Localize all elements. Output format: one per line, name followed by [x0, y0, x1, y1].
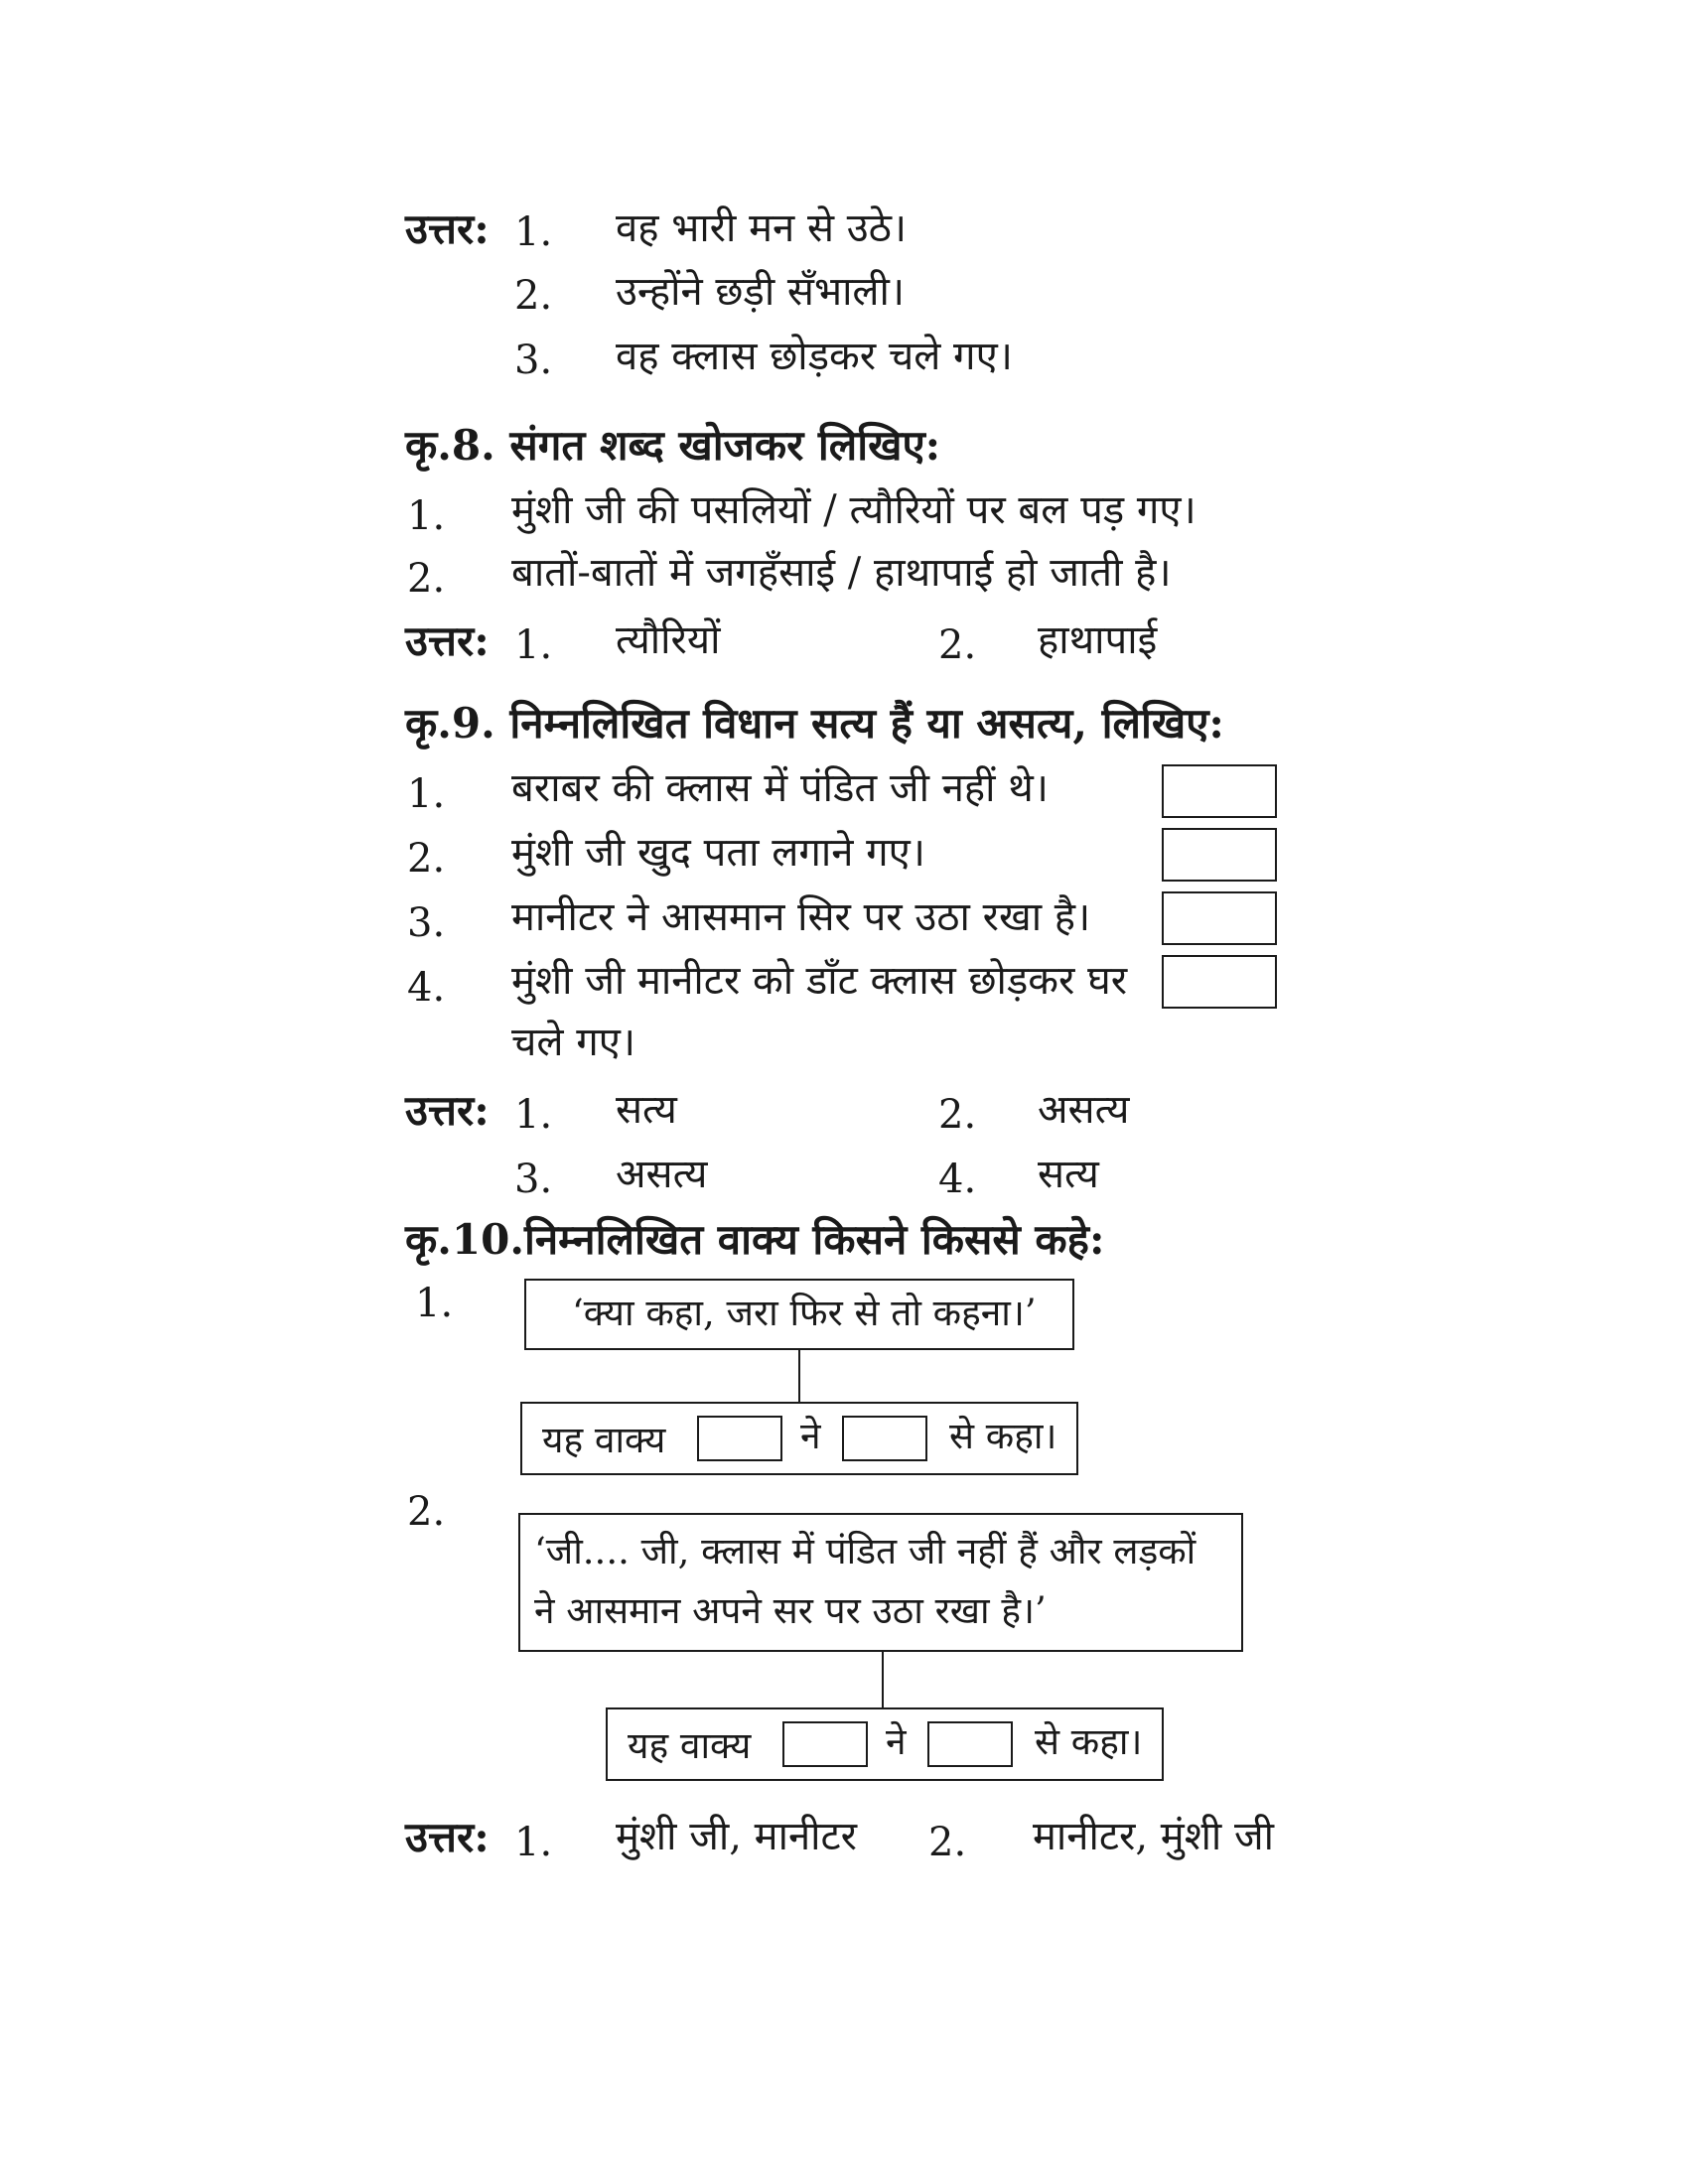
- answer-number: 1.: [514, 622, 553, 668]
- q8-heading: कृ.8. संगत शब्द खोजकर लिखिए:: [405, 421, 941, 470]
- answer-number: 1.: [514, 1092, 553, 1138]
- answer-text: असत्य: [616, 1152, 708, 1197]
- fill-label: से कहा।: [1035, 1720, 1143, 1763]
- answer-text: सत्य: [616, 1087, 677, 1133]
- q9-item-text: मुंशी जी खुद पता लगाने गए।: [511, 830, 925, 876]
- q9-item-text: मानीटर ने आसमान सिर पर उठा रखा है।: [511, 894, 1091, 940]
- answer-number: 1.: [514, 1820, 553, 1865]
- speaker-blank[interactable]: [697, 1416, 782, 1461]
- q9-item-text-continued: चले गए।: [511, 1020, 636, 1065]
- fill-label: ने: [886, 1720, 907, 1763]
- item-number: 1.: [407, 493, 446, 539]
- q8-item-text: मुंशी जी की पसलियों / त्यौरियों पर बल पड़ गए।: [511, 487, 1196, 533]
- answer-label: उत्तर:: [405, 616, 490, 665]
- quote-text: ने आसमान अपने सर पर उठा रखा है।’: [534, 1589, 1047, 1632]
- fill-label: यह वाक्य: [542, 1419, 666, 1461]
- quote-box: [524, 1279, 1074, 1350]
- item-number: 3.: [407, 900, 446, 946]
- q9-heading: कृ.9. निम्नलिखित विधान सत्य हैं या असत्य, लिखिए:: [405, 699, 1224, 748]
- answer-label: उत्तर:: [405, 1813, 490, 1861]
- quote-text: ‘क्या कहा, जरा फिर से तो कहना।’: [572, 1292, 1037, 1334]
- speaker-blank[interactable]: [782, 1721, 868, 1767]
- answer-number: 3.: [514, 1157, 553, 1202]
- answer-text: उन्होंने छड़ी सँभाली।: [616, 269, 906, 315]
- answer-number: 1.: [514, 209, 553, 255]
- answer-number: 2.: [514, 273, 553, 319]
- true-false-answer-box[interactable]: [1162, 955, 1277, 1009]
- item-number: 2.: [407, 556, 446, 602]
- item-number: 4.: [407, 965, 446, 1011]
- fill-label: यह वाक्य: [628, 1724, 752, 1767]
- true-false-answer-box[interactable]: [1162, 891, 1277, 945]
- item-number: 2.: [407, 1489, 446, 1535]
- answer-number: 4.: [938, 1157, 977, 1202]
- true-false-answer-box[interactable]: [1162, 828, 1277, 882]
- item-number: 2.: [407, 836, 446, 882]
- connector-line: [798, 1350, 800, 1402]
- item-number: 1.: [415, 1281, 454, 1326]
- listener-blank[interactable]: [927, 1721, 1013, 1767]
- answer-text: असत्य: [1038, 1087, 1130, 1133]
- q10-heading: कृ.10.निम्नलिखित वाक्य किसने किससे कहे:: [405, 1215, 1105, 1264]
- connector-line: [882, 1652, 884, 1709]
- answer-number: 3.: [514, 338, 553, 383]
- answer-number: 2.: [938, 1092, 977, 1138]
- answer-text: वह भारी मन से उठे।: [616, 205, 908, 251]
- answer-text: त्यौरियों: [616, 617, 721, 663]
- item-number: 1.: [407, 771, 446, 817]
- answer-label: उत्तर:: [405, 205, 490, 253]
- answer-number: 2.: [938, 622, 977, 668]
- answer-text: हाथापाई: [1038, 617, 1158, 663]
- fill-label: से कहा।: [949, 1415, 1057, 1457]
- true-false-answer-box[interactable]: [1162, 764, 1277, 818]
- answer-text: मानीटर, मुंशी जी: [1033, 1814, 1275, 1859]
- q9-item-text: मुंशी जी मानीटर को डाँट क्लास छोड़कर घर: [511, 958, 1128, 1004]
- answer-text: सत्य: [1038, 1152, 1099, 1197]
- answer-text: वह क्लास छोड़कर चले गए।: [616, 334, 1013, 379]
- fill-label: ने: [800, 1415, 821, 1457]
- answer-label: उत्तर:: [405, 1086, 490, 1135]
- listener-blank[interactable]: [842, 1416, 927, 1461]
- speaker-fill-box: [606, 1707, 1164, 1781]
- answer-number: 2.: [928, 1820, 967, 1865]
- q9-item-text: बराबर की क्लास में पंडित जी नहीं थे।: [511, 765, 1049, 811]
- quote-text: ‘जी.... जी, क्लास में पंडित जी नहीं हैं और लड़कों: [534, 1530, 1196, 1572]
- answer-text: मुंशी जी, मानीटर: [616, 1814, 858, 1859]
- q8-item-text: बातों-बातों में जगहँसाई / हाथापाई हो जाती है।: [511, 550, 1172, 596]
- quote-box: [518, 1513, 1243, 1652]
- speaker-fill-box: [520, 1402, 1078, 1475]
